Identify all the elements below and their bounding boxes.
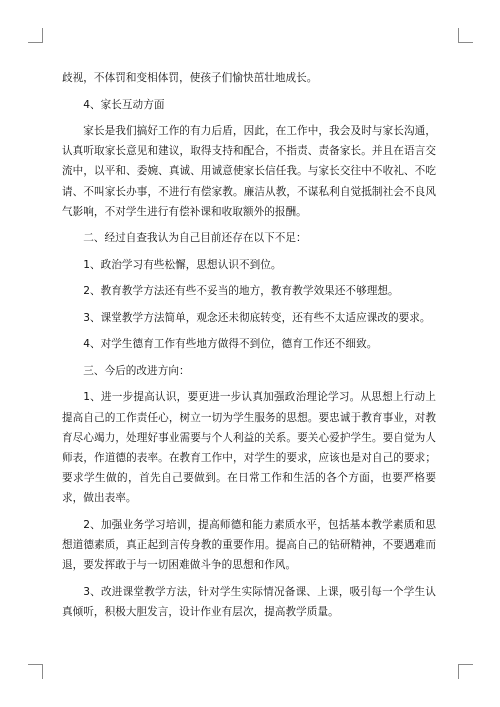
list-item: 1、政治学习有些松懈，思想认识不到位。: [83, 258, 282, 271]
crop-mark-bottom-right: [458, 664, 473, 679]
crop-mark-bottom-left: [28, 664, 43, 679]
list-item: 1、进一步提高认识，要更进一步认真加强政治理论学习。从思想上行动上提高自己的工作责任心，树立一切为学生服务的思想。要忠诚于教育事业，对教育尽心竭力，处理好事业需要与个人利益的关系。要关心爱护学生。要自觉为人师表，作道德的表率。在教育工作中，对学生的要求，应该也是对自己的要求；要求学生做的，首先自己要做到。在日常工作和生活的各个方面，也要严格要求，做出表率。: [62, 391, 436, 505]
list-item: 3、课堂教学方法简单，观念还未彻底转变，还有些不太适应课改的要求。: [83, 311, 431, 324]
list-item: 4、对学生德育工作有些地方做得不到位，德育工作还不细致。: [83, 338, 378, 351]
list-item: 3、改进课堂教学方法，针对学生实际情况备课、上课，吸引每一个学生认真倾听，积极大胆发言，设计作业有层次，提高教学质量。: [62, 585, 436, 618]
section-heading: 二、经过自查我认为自己目前还存在以下不足：: [83, 232, 307, 245]
paragraph: 家长是我们搞好工作的有力后盾，因此，在工作中，我会及时与家长沟通，认真听取家长意见和建议，取得支持和配合，不指责、责备家长。并且在语言交流中，以平和、委婉、真诚、用诚意使家长信任我。与家长交往中不收礼、不吃请、不叫家长办事，不进行有偿家教。廉洁从教，不谋私利自觉抵制社会不良风气影响，不对学生进行有偿补课和收取额外的报酬。: [62, 125, 436, 218]
list-item: 2、教育教学方法还有些不妥当的地方，教育教学效果还不够理想。: [83, 285, 399, 298]
paragraph: 歧视，不体罚和变相体罚，使孩子们愉快茁壮地成长。: [62, 72, 318, 84]
crop-mark-top-right: [458, 28, 473, 43]
document-body: [62, 68, 436, 628]
section-heading: 4、家长互动方面: [83, 98, 165, 111]
list-item: 2、加强业务学习培训，提高师德和能力素质水平，包括基本教学素质和思想道德素质，真正起到言传身教的重要作用。提高自己的钻研精神，不要遇难而退，要发挥敢于与一切困难做斗争的思想和作风。: [62, 518, 436, 572]
section-heading: 三、今后的改进方向：: [83, 364, 190, 377]
crop-mark-top-left: [28, 28, 43, 43]
